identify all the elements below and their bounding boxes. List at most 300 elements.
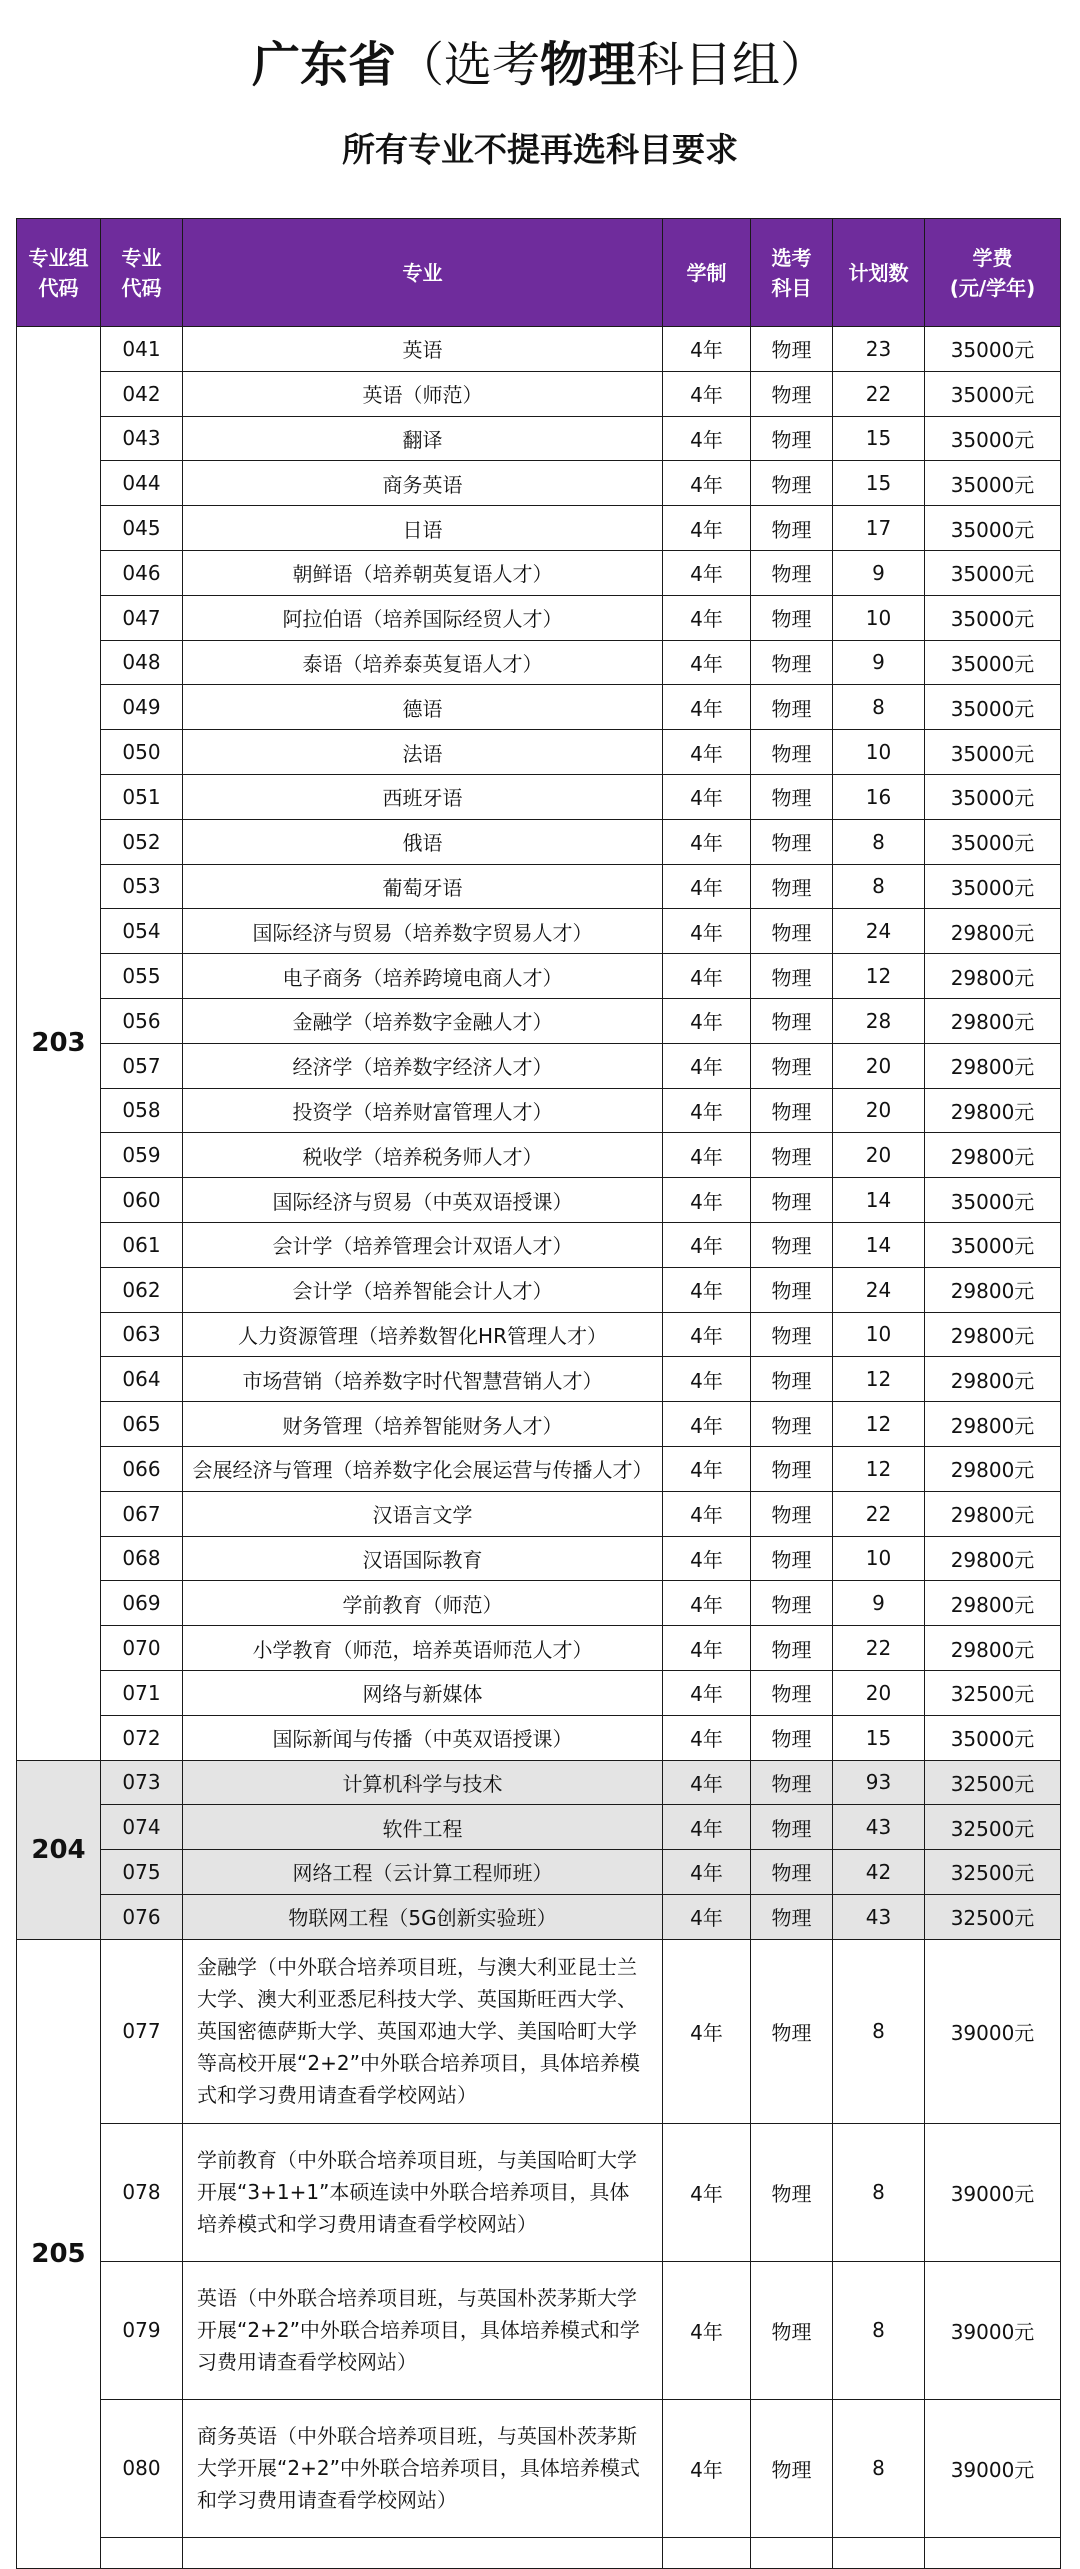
major-code-cell: 080 (101, 2399, 183, 2537)
major-name-cell: 市场营销（培养数字时代智慧营销人才） (183, 1357, 663, 1402)
major-name-cell: 网络工程（云计算工程师班） (183, 1850, 663, 1895)
plan-count-cell: 22 (833, 1491, 925, 1536)
major-code-cell: 052 (101, 819, 183, 864)
table-row (17, 595, 1061, 640)
major-code-cell: 046 (101, 550, 183, 595)
major-code-cell: 045 (101, 506, 183, 551)
table-row (17, 1402, 1061, 1447)
subject-cell: 物理 (751, 1626, 833, 1671)
major-code-cell: 061 (101, 1222, 183, 1267)
table-row (17, 1715, 1061, 1760)
table-row (17, 1760, 1061, 1805)
plan-count-cell: 8 (833, 864, 925, 909)
major-name-cell: 商务英语 (183, 461, 663, 506)
table-row-partial (17, 2537, 1061, 2568)
major-code-cell: 048 (101, 640, 183, 685)
empty-cell (663, 2537, 751, 2568)
major-code-cell: 057 (101, 1043, 183, 1088)
major-code-cell: 066 (101, 1446, 183, 1491)
fee-cell: 35000元 (925, 371, 1061, 416)
fee-cell: 29800元 (925, 998, 1061, 1043)
table-row (17, 819, 1061, 864)
plan-count-cell: 9 (833, 1581, 925, 1626)
plan-count-cell: 20 (833, 1043, 925, 1088)
duration-cell: 4年 (663, 1850, 751, 1895)
major-code-cell: 056 (101, 998, 183, 1043)
duration-cell: 4年 (663, 640, 751, 685)
plan-count-cell: 20 (833, 1133, 925, 1178)
duration-cell: 4年 (663, 1536, 751, 1581)
major-code-cell: 078 (101, 2123, 183, 2261)
table-row (17, 1894, 1061, 1939)
plan-count-cell: 9 (833, 640, 925, 685)
plan-count-cell: 14 (833, 1222, 925, 1267)
major-name-cell: 阿拉伯语（培养国际经贸人才） (183, 595, 663, 640)
header-major: 专业 (183, 219, 663, 327)
table-row (17, 774, 1061, 819)
table-row (17, 1491, 1061, 1536)
plan-count-cell: 22 (833, 371, 925, 416)
duration-cell: 4年 (663, 550, 751, 595)
major-name-cell: 经济学（培养数字经济人才） (183, 1043, 663, 1088)
plan-count-cell: 15 (833, 461, 925, 506)
table-row (17, 1850, 1061, 1895)
major-name-cell: 金融学（中外联合培养项目班，与澳大利亚昆士兰大学、澳大利亚悉尼科技大学、英国斯旺西大学、英国密德萨斯大学、英国邓迪大学、美国哈町大学等高校开展“2+2”中外联合培养项目，具体培养模式和学习费用请查看学校网站） (183, 1939, 663, 2123)
subject-cell: 物理 (751, 1312, 833, 1357)
fee-cell: 32500元 (925, 1760, 1061, 1805)
duration-cell: 4年 (663, 998, 751, 1043)
major-code-cell: 076 (101, 1894, 183, 1939)
major-code-cell: 058 (101, 1088, 183, 1133)
subject-cell: 物理 (751, 1222, 833, 1267)
subject-cell: 物理 (751, 2123, 833, 2261)
duration-cell: 4年 (663, 1894, 751, 1939)
table-row (17, 1581, 1061, 1626)
fee-cell: 29800元 (925, 954, 1061, 999)
table-row (17, 1805, 1061, 1850)
plan-count-cell: 12 (833, 1446, 925, 1491)
admission-plan-table (16, 218, 1061, 2569)
header-subject: 选考 科目 (751, 219, 833, 327)
fee-cell: 29800元 (925, 909, 1061, 954)
table-header-row (17, 219, 1061, 327)
duration-cell: 4年 (663, 1805, 751, 1850)
group-code-cell: 205 (17, 1939, 101, 2568)
table-row (17, 1312, 1061, 1357)
duration-cell: 4年 (663, 1670, 751, 1715)
subject-cell: 物理 (751, 1536, 833, 1581)
subject-cell: 物理 (751, 1894, 833, 1939)
empty-cell (751, 2537, 833, 2568)
group-code-cell: 203 (17, 327, 101, 1761)
plan-count-cell: 10 (833, 1312, 925, 1357)
plan-count-cell: 12 (833, 1402, 925, 1447)
fee-cell: 29800元 (925, 1267, 1061, 1312)
plan-count-cell: 17 (833, 506, 925, 551)
major-code-cell: 062 (101, 1267, 183, 1312)
duration-cell: 4年 (663, 954, 751, 999)
duration-cell: 4年 (663, 909, 751, 954)
table-row (17, 1178, 1061, 1223)
duration-cell: 4年 (663, 1043, 751, 1088)
group-code-cell: 204 (17, 1760, 101, 1939)
major-name-cell: 物联网工程（5G创新实验班） (183, 1894, 663, 1939)
plan-count-cell: 10 (833, 595, 925, 640)
header-group-code: 专业组 代码 (17, 219, 101, 327)
major-code-cell: 073 (101, 1760, 183, 1805)
duration-cell: 4年 (663, 1357, 751, 1402)
plan-count-cell: 16 (833, 774, 925, 819)
major-code-cell: 041 (101, 327, 183, 372)
major-name-cell: 翻译 (183, 416, 663, 461)
major-name-cell: 电子商务（培养跨境电商人才） (183, 954, 663, 999)
plan-count-cell: 12 (833, 1357, 925, 1402)
major-code-cell: 053 (101, 864, 183, 909)
table-row (17, 640, 1061, 685)
subject-cell: 物理 (751, 1178, 833, 1223)
major-name-cell: 泰语（培养泰英复语人才） (183, 640, 663, 685)
major-code-cell: 055 (101, 954, 183, 999)
duration-cell: 4年 (663, 416, 751, 461)
major-name-cell: 法语 (183, 730, 663, 775)
major-name-cell: 汉语言文学 (183, 1491, 663, 1536)
major-name-cell: 西班牙语 (183, 774, 663, 819)
fee-cell: 35000元 (925, 1715, 1061, 1760)
header-duration: 学制 (663, 219, 751, 327)
major-code-cell: 069 (101, 1581, 183, 1626)
major-code-cell: 064 (101, 1357, 183, 1402)
major-name-cell: 商务英语（中外联合培养项目班，与英国朴茨茅斯大学开展“2+2”中外联合培养项目，具体培养模式和学习费用请查看学校网站） (183, 2399, 663, 2537)
major-code-cell: 068 (101, 1536, 183, 1581)
subject-cell: 物理 (751, 1357, 833, 1402)
duration-cell: 4年 (663, 730, 751, 775)
title-open-paren: （ (395, 37, 444, 93)
major-name-cell: 俄语 (183, 819, 663, 864)
subject-cell: 物理 (751, 371, 833, 416)
major-name-cell: 软件工程 (183, 1805, 663, 1850)
table-row (17, 685, 1061, 730)
plan-count-cell: 24 (833, 909, 925, 954)
fee-cell: 29800元 (925, 1491, 1061, 1536)
table-row (17, 954, 1061, 999)
fee-cell: 35000元 (925, 595, 1061, 640)
title-prefix: 选考 (443, 37, 540, 93)
major-name-cell: 会计学（培养管理会计双语人才） (183, 1222, 663, 1267)
plan-count-cell: 10 (833, 730, 925, 775)
duration-cell: 4年 (663, 1267, 751, 1312)
table-row (17, 730, 1061, 775)
major-name-cell: 计算机科学与技术 (183, 1760, 663, 1805)
fee-cell: 35000元 (925, 461, 1061, 506)
subject-cell: 物理 (751, 640, 833, 685)
major-name-cell: 国际新闻与传播（中英双语授课） (183, 1715, 663, 1760)
subject-cell: 物理 (751, 998, 833, 1043)
major-code-cell: 071 (101, 1670, 183, 1715)
major-name-cell: 小学教育（师范，培养英语师范人才） (183, 1626, 663, 1671)
duration-cell: 4年 (663, 1715, 751, 1760)
plan-count-cell: 93 (833, 1760, 925, 1805)
fee-cell: 39000元 (925, 2399, 1061, 2537)
table-row (17, 2261, 1061, 2399)
plan-count-cell: 10 (833, 1536, 925, 1581)
duration-cell: 4年 (663, 2399, 751, 2537)
plan-count-cell: 20 (833, 1670, 925, 1715)
table-row (17, 2123, 1061, 2261)
major-name-cell: 国际经济与贸易（培养数字贸易人才） (183, 909, 663, 954)
plan-count-cell: 12 (833, 954, 925, 999)
major-code-cell: 070 (101, 1626, 183, 1671)
major-code-cell: 067 (101, 1491, 183, 1536)
fee-cell: 29800元 (925, 1312, 1061, 1357)
header-plan: 计划数 (833, 219, 925, 327)
table-row (17, 1626, 1061, 1671)
fee-cell: 29800元 (925, 1446, 1061, 1491)
table-row (17, 1043, 1061, 1088)
subject-cell: 物理 (751, 774, 833, 819)
plan-count-cell: 8 (833, 2261, 925, 2399)
fee-cell: 35000元 (925, 416, 1061, 461)
fee-cell: 39000元 (925, 2261, 1061, 2399)
fee-cell: 35000元 (925, 640, 1061, 685)
subject-cell: 物理 (751, 550, 833, 595)
empty-cell (833, 2537, 925, 2568)
table-row (17, 864, 1061, 909)
empty-cell (101, 2537, 183, 2568)
subject-cell: 物理 (751, 1088, 833, 1133)
major-code-cell: 043 (101, 416, 183, 461)
page-subtitle: 所有专业不提再选科目要求 (342, 130, 738, 169)
fee-cell: 35000元 (925, 1178, 1061, 1223)
subject-cell: 物理 (751, 1850, 833, 1895)
subject-cell: 物理 (751, 819, 833, 864)
table-row (17, 1446, 1061, 1491)
plan-count-cell: 23 (833, 327, 925, 372)
major-name-cell: 国际经济与贸易（中英双语授课） (183, 1178, 663, 1223)
fee-cell: 35000元 (925, 730, 1061, 775)
subject-cell: 物理 (751, 1446, 833, 1491)
duration-cell: 4年 (663, 327, 751, 372)
major-name-cell: 英语（中外联合培养项目班，与英国朴茨茅斯大学开展“2+2”中外联合培养项目，具体培养模式和学习费用请查看学校网站） (183, 2261, 663, 2399)
empty-cell (183, 2537, 663, 2568)
subject-cell: 物理 (751, 461, 833, 506)
duration-cell: 4年 (663, 1088, 751, 1133)
fee-cell: 35000元 (925, 864, 1061, 909)
plan-count-cell: 42 (833, 1850, 925, 1895)
major-code-cell: 077 (101, 1939, 183, 2123)
major-code-cell: 072 (101, 1715, 183, 1760)
table-row (17, 461, 1061, 506)
major-name-cell: 会计学（培养智能会计人才） (183, 1267, 663, 1312)
duration-cell: 4年 (663, 774, 751, 819)
subject-cell: 物理 (751, 1133, 833, 1178)
duration-cell: 4年 (663, 506, 751, 551)
table-row (17, 2399, 1061, 2537)
duration-cell: 4年 (663, 1491, 751, 1536)
subject-cell: 物理 (751, 1939, 833, 2123)
major-code-cell: 075 (101, 1850, 183, 1895)
subject-cell: 物理 (751, 2399, 833, 2537)
subject-cell: 物理 (751, 1491, 833, 1536)
subject-cell: 物理 (751, 1581, 833, 1626)
subject-cell: 物理 (751, 1267, 833, 1312)
duration-cell: 4年 (663, 1312, 751, 1357)
major-code-cell: 063 (101, 1312, 183, 1357)
major-name-cell: 学前教育（中外联合培养项目班，与美国哈町大学开展“3+1+1”本硕连读中外联合培养项目，具体培养模式和学习费用请查看学校网站） (183, 2123, 663, 2261)
duration-cell: 4年 (663, 864, 751, 909)
title-close-paren: ） (780, 37, 829, 93)
major-name-cell: 金融学（培养数字金融人才） (183, 998, 663, 1043)
table-row (17, 1939, 1061, 2123)
title-subject: 物理 (540, 37, 637, 93)
duration-cell: 4年 (663, 1581, 751, 1626)
table-row (17, 1222, 1061, 1267)
duration-cell: 4年 (663, 2261, 751, 2399)
table-row (17, 1670, 1061, 1715)
table-row (17, 371, 1061, 416)
fee-cell: 32500元 (925, 1670, 1061, 1715)
header-fee: 学费 (元/学年) (925, 219, 1061, 327)
major-name-cell: 财务管理（培养智能财务人才） (183, 1402, 663, 1447)
table-row (17, 1133, 1061, 1178)
plan-count-cell: 20 (833, 1088, 925, 1133)
subject-cell: 物理 (751, 416, 833, 461)
major-name-cell: 学前教育（师范） (183, 1581, 663, 1626)
major-name-cell: 德语 (183, 685, 663, 730)
major-name-cell: 日语 (183, 506, 663, 551)
major-name-cell: 朝鲜语（培养朝英复语人才） (183, 550, 663, 595)
subject-cell: 物理 (751, 1043, 833, 1088)
plan-count-cell: 22 (833, 1626, 925, 1671)
table-row (17, 327, 1061, 372)
fee-cell: 29800元 (925, 1043, 1061, 1088)
fee-cell: 29800元 (925, 1088, 1061, 1133)
plan-count-cell: 8 (833, 685, 925, 730)
duration-cell: 4年 (663, 371, 751, 416)
plan-count-cell: 9 (833, 550, 925, 595)
table-row (17, 550, 1061, 595)
page-title (0, 30, 1080, 100)
plan-count-cell: 14 (833, 1178, 925, 1223)
fee-cell: 35000元 (925, 819, 1061, 864)
subject-cell: 物理 (751, 1670, 833, 1715)
subject-cell: 物理 (751, 327, 833, 372)
plan-count-cell: 8 (833, 2123, 925, 2261)
subject-cell: 物理 (751, 2261, 833, 2399)
major-code-cell: 054 (101, 909, 183, 954)
duration-cell: 4年 (663, 1222, 751, 1267)
title-suffix: 科目组 (636, 37, 781, 93)
fee-cell: 35000元 (925, 550, 1061, 595)
fee-cell: 32500元 (925, 1894, 1061, 1939)
plan-count-cell: 24 (833, 1267, 925, 1312)
table-row (17, 1536, 1061, 1581)
major-name-cell: 人力资源管理（培养数智化HR管理人才） (183, 1312, 663, 1357)
plan-count-cell: 28 (833, 998, 925, 1043)
subject-cell: 物理 (751, 864, 833, 909)
duration-cell: 4年 (663, 685, 751, 730)
fee-cell: 29800元 (925, 1402, 1061, 1447)
subject-cell: 物理 (751, 730, 833, 775)
plan-count-cell: 8 (833, 819, 925, 864)
header-major-code: 专业 代码 (101, 219, 183, 327)
duration-cell: 4年 (663, 461, 751, 506)
fee-cell: 32500元 (925, 1805, 1061, 1850)
duration-cell: 4年 (663, 1446, 751, 1491)
subject-cell: 物理 (751, 1715, 833, 1760)
empty-cell (925, 2537, 1061, 2568)
duration-cell: 4年 (663, 1626, 751, 1671)
major-code-cell: 059 (101, 1133, 183, 1178)
fee-cell: 35000元 (925, 685, 1061, 730)
major-name-cell: 汉语国际教育 (183, 1536, 663, 1581)
table-row (17, 998, 1061, 1043)
major-name-cell: 英语 (183, 327, 663, 372)
fee-cell: 35000元 (925, 506, 1061, 551)
plan-count-cell: 15 (833, 416, 925, 461)
major-code-cell: 050 (101, 730, 183, 775)
major-code-cell: 079 (101, 2261, 183, 2399)
major-name-cell: 投资学（培养财富管理人才） (183, 1088, 663, 1133)
duration-cell: 4年 (663, 1178, 751, 1223)
subject-cell: 物理 (751, 1805, 833, 1850)
table-row (17, 416, 1061, 461)
major-name-cell: 会展经济与管理（培养数字化会展运营与传播人才） (183, 1446, 663, 1491)
table-row (17, 1088, 1061, 1133)
table-row (17, 1267, 1061, 1312)
major-code-cell: 051 (101, 774, 183, 819)
fee-cell: 32500元 (925, 1850, 1061, 1895)
major-name-cell: 葡萄牙语 (183, 864, 663, 909)
fee-cell: 35000元 (925, 327, 1061, 372)
duration-cell: 4年 (663, 595, 751, 640)
subject-cell: 物理 (751, 1402, 833, 1447)
duration-cell: 4年 (663, 1760, 751, 1805)
major-code-cell: 060 (101, 1178, 183, 1223)
fee-cell: 29800元 (925, 1626, 1061, 1671)
duration-cell: 4年 (663, 1133, 751, 1178)
subject-cell: 物理 (751, 954, 833, 999)
fee-cell: 35000元 (925, 774, 1061, 819)
major-code-cell: 042 (101, 371, 183, 416)
plan-count-cell: 8 (833, 1939, 925, 2123)
major-name-cell: 英语（师范） (183, 371, 663, 416)
fee-cell: 29800元 (925, 1536, 1061, 1581)
duration-cell: 4年 (663, 1402, 751, 1447)
fee-cell: 39000元 (925, 2123, 1061, 2261)
title-province: 广东省 (251, 37, 396, 93)
plan-count-cell: 15 (833, 1715, 925, 1760)
subject-cell: 物理 (751, 595, 833, 640)
table-row (17, 1357, 1061, 1402)
major-code-cell: 047 (101, 595, 183, 640)
fee-cell: 39000元 (925, 1939, 1061, 2123)
major-code-cell: 074 (101, 1805, 183, 1850)
duration-cell: 4年 (663, 2123, 751, 2261)
subject-cell: 物理 (751, 506, 833, 551)
subject-cell: 物理 (751, 685, 833, 730)
subject-cell: 物理 (751, 909, 833, 954)
table-row (17, 506, 1061, 551)
major-code-cell: 044 (101, 461, 183, 506)
major-name-cell: 网络与新媒体 (183, 1670, 663, 1715)
major-code-cell: 049 (101, 685, 183, 730)
fee-cell: 35000元 (925, 1222, 1061, 1267)
fee-cell: 29800元 (925, 1133, 1061, 1178)
major-code-cell: 065 (101, 1402, 183, 1447)
plan-count-cell: 43 (833, 1805, 925, 1850)
duration-cell: 4年 (663, 819, 751, 864)
plan-count-cell: 43 (833, 1894, 925, 1939)
